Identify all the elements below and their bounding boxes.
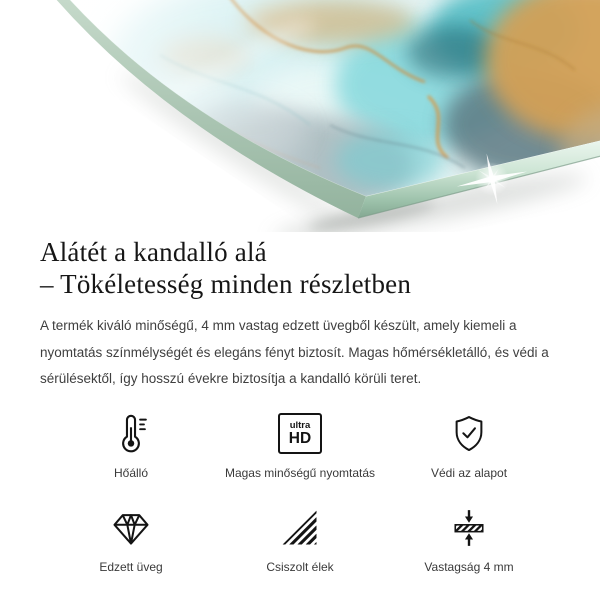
- feature-label: Vastagság 4 mm: [424, 559, 514, 574]
- feature-label: Edzett üveg: [99, 559, 163, 574]
- shield-check-icon: [447, 410, 491, 458]
- feature-polished-edges: [222, 504, 378, 574]
- page-title: [40, 236, 560, 300]
- feature-label: Magas minőségű nyomtatás: [224, 465, 376, 480]
- feature-print-quality: [222, 410, 378, 480]
- page-title-line1: Alátét a kandalló alá: [40, 237, 267, 267]
- feature-tempered-glass: [40, 504, 222, 574]
- polished-edges-icon: [278, 504, 322, 552]
- page-title-line2: – Tökéletesség minden részletben: [40, 269, 412, 299]
- feature-heat-resistant: [40, 410, 222, 480]
- hero-product-image: [0, 0, 600, 232]
- thickness-icon: [447, 504, 491, 552]
- feature-label: Hőálló: [113, 465, 149, 480]
- ultra-hd-icon: ultra HD: [278, 410, 322, 458]
- product-description-section: [0, 236, 600, 574]
- diamond-icon: [109, 504, 153, 552]
- features-grid: [40, 410, 560, 574]
- feature-thickness: [378, 504, 560, 574]
- product-description: A termék kiváló minőségű, 4 mm vastag edzett üvegből készült, amely kiemeli a nyomtatás színmélységét és elegáns fényt biztosít. Magas hőmérsékletálló, és védi a sérülésektől, így hosszú évekre biztosítja a kandalló körüli teret.: [40, 318, 549, 386]
- feature-protects-base: [378, 410, 560, 480]
- feature-label: Csiszolt élek: [266, 559, 334, 574]
- thermometer-icon: [108, 410, 154, 458]
- feature-label: Védi az alapot: [430, 465, 508, 480]
